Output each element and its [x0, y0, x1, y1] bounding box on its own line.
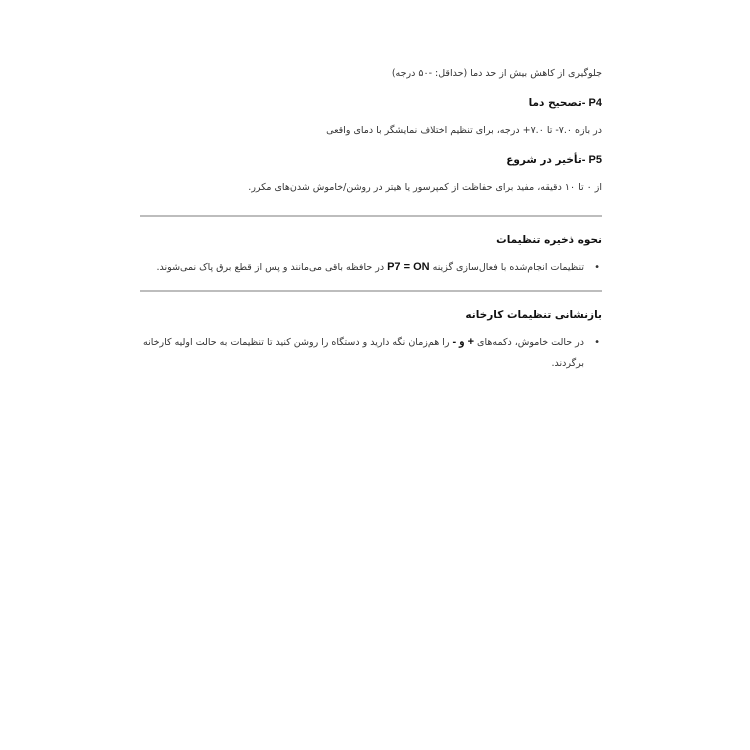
document-content: [140, 0, 602, 374]
reset-bullet-buttons: + و -: [452, 336, 474, 348]
save-bullet-item: [140, 257, 602, 278]
bullet-dot-icon: •: [594, 337, 600, 348]
section-divider: [140, 290, 602, 292]
param-p4-title: تصحیح دما: [528, 97, 582, 109]
param-p5-code: P5 -: [581, 154, 602, 166]
reset-bullet-text-start: در حالت خاموش، دکمه‌های: [474, 337, 584, 348]
param-p5-description: از ۰ تا ۱۰ دقیقه، مفید برای حفاظت از کمپرسور یا هیتر در روشن/خاموش شدن‌های مکرر.: [248, 182, 602, 193]
param-p5-heading: [140, 151, 602, 169]
bullet-dot-icon: •: [594, 262, 600, 273]
param-p4-code: P4 -: [581, 97, 602, 109]
param-p4-heading: [140, 94, 602, 112]
param-p4-description: در بازه ‎-۷.۰ تا ‎+۷.۰ درجه، برای تنظیم اختلاف نمایشگر با دمای واقعی: [326, 125, 602, 136]
param-p5-title: تأخیر در شروع: [506, 154, 582, 166]
reset-bullet-item: [140, 332, 602, 374]
save-bullet-text-start: تنظیمات انجام‌شده با فعال‌سازی گزینه: [429, 262, 584, 273]
save-bullet-text-end: در حافظه باقی می‌مانند و پس از قطع برق پاک نمی‌شوند.: [156, 262, 388, 273]
section-divider: [140, 215, 602, 217]
intro-line: جلوگیری از کاهش بیش از حد دما (حداقل: -۵۰ درجه): [391, 68, 602, 79]
save-section-title: نحوه ذخیره تنظیمات: [496, 234, 602, 246]
reset-bullet-text-end: را هم‌زمان نگه دارید و دستگاه را روشن کنید تا تنظیمات به حالت اولیه کارخانه برگردند.: [143, 337, 584, 369]
reset-section-title: بازنشانی تنظیمات کارخانه: [465, 309, 602, 321]
save-bullet-option: P7 = ON: [387, 261, 430, 273]
